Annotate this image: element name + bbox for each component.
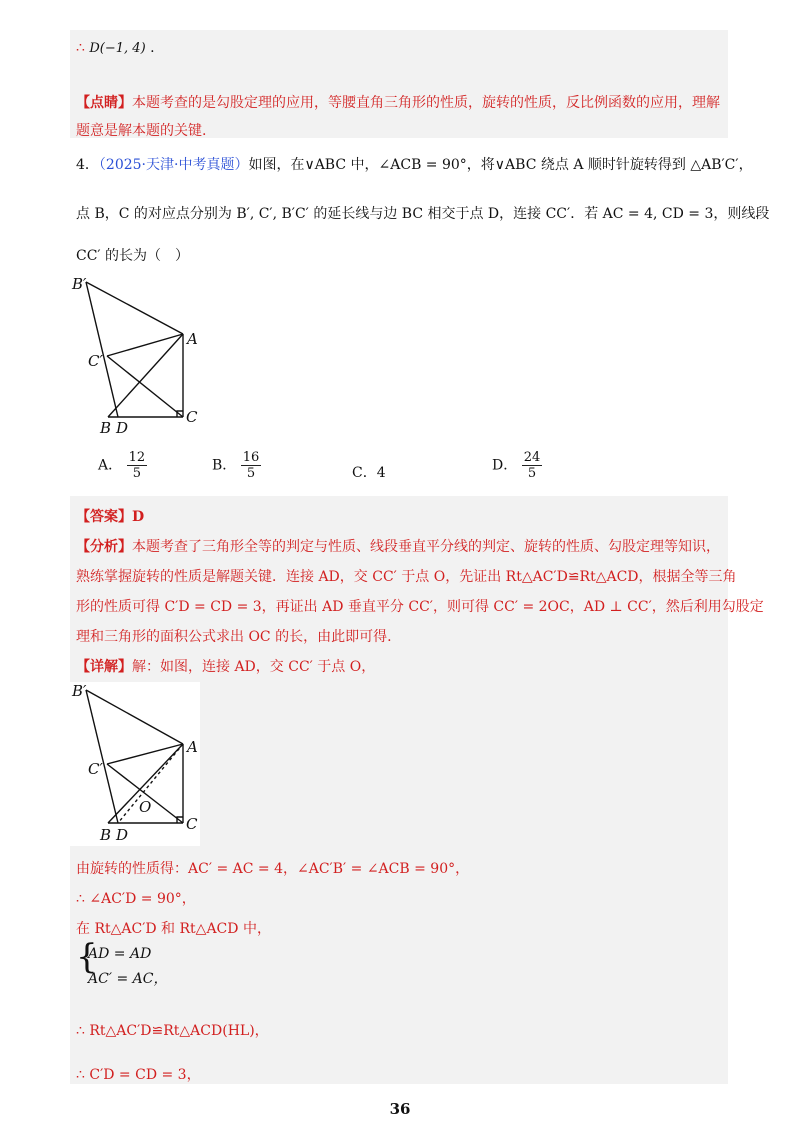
label-O: O [139, 798, 152, 816]
option-c[interactable]: C．4 [352, 465, 386, 481]
note-line-1: 【点睛】本题考查的是勾股定理的应用，等腰直角三角形的性质，旋转的性质，反比例函数的应用，理解 [76, 95, 720, 111]
label-B-prime: B′ [72, 275, 87, 293]
label-C: C [186, 408, 198, 426]
solution-figure [70, 682, 210, 848]
question-line-3: CC′ 的长为（ ） [76, 248, 190, 264]
question-source: （2025·天津·中考真题） [98, 157, 249, 173]
step-3: 在 Rt△AC′D 和 Rt△ACD 中， [76, 921, 271, 937]
analysis-line-2: 熟练掌握旋转的性质是解题关键．连接 AD，交 CC′ 于点 O，先证出 Rt△AC′D≌Rt△ACD，根据全等三角 [76, 569, 737, 585]
system-brace: { [76, 937, 98, 977]
label-C-2: C [186, 815, 198, 833]
label-D: D [116, 419, 129, 437]
option-d[interactable]: D． $\frac{24}{5}$ [492, 450, 541, 481]
step-1: 由旋转的性质得：AC′ = AC = 4，∠AC′B′ = ∠ACB = 90°， [76, 861, 470, 877]
label-A: A [187, 330, 198, 348]
step-5: ∴ C′D = CD = 3， [76, 1067, 201, 1083]
conclusion-line: ∴ D(−1, 4) . [76, 40, 155, 56]
label-D-2: D [116, 826, 129, 844]
label-C-prime-2: C′ [88, 760, 103, 778]
note-line-2: 题意是解本题的关键. [76, 123, 207, 139]
label-B: B [100, 419, 112, 437]
question-line-1: 4．（2025·天津·中考真题）如图，在∨ABC 中，∠ACB = 90°，将∨ABC 绕点 A 顺时针旋转得到 △AB′C′， [76, 157, 753, 173]
step-4: ∴ Rt△AC′D≌Rt△ACD(HL)， [76, 1023, 269, 1039]
label-B-2: B [100, 826, 112, 844]
step-2: ∴ ∠AC′D = 90°， [76, 891, 196, 907]
analysis-line-1: 【分析】本题考查了三角形全等的判定与性质、线段垂直平分线的判定、旋转的性质、勾股定理等知识， [76, 539, 720, 555]
analysis-line-4: 理和三角形的面积公式求出 OC 的长，由此即可得. [76, 629, 392, 645]
option-a[interactable]: A． $\frac{12}{5}$ [98, 450, 146, 481]
detail-line-1: 【详解】解：如图，连接 AD，交 CC′ 于点 O， [76, 659, 376, 675]
question-figure [70, 272, 210, 440]
question-line-2: 点 B，C 的对应点分别为 B′, C′, B′C′ 的延长线与边 BC 相交于点 D，连接 CC′．若 AC = 4, CD = 3，则线段 [76, 206, 770, 222]
analysis-line-3: 形的性质可得 C′D = CD = 3，再证出 AD 垂直平分 CC′，则可得 CC′ = 2OC，AD ⊥ CC′，然后利用勾股定 [76, 599, 764, 615]
answer-line: 【答案】D [76, 509, 145, 525]
label-A-2: A [187, 738, 198, 756]
system-eq-2: AC′ = AC， [88, 971, 168, 987]
system-eq-1: AD = AD [88, 946, 152, 962]
page-number: 36 [389, 1100, 411, 1118]
label-B-prime-2: B′ [72, 682, 87, 700]
label-C-prime: C′ [88, 352, 103, 370]
option-b[interactable]: B． $\frac{16}{5}$ [212, 450, 260, 481]
